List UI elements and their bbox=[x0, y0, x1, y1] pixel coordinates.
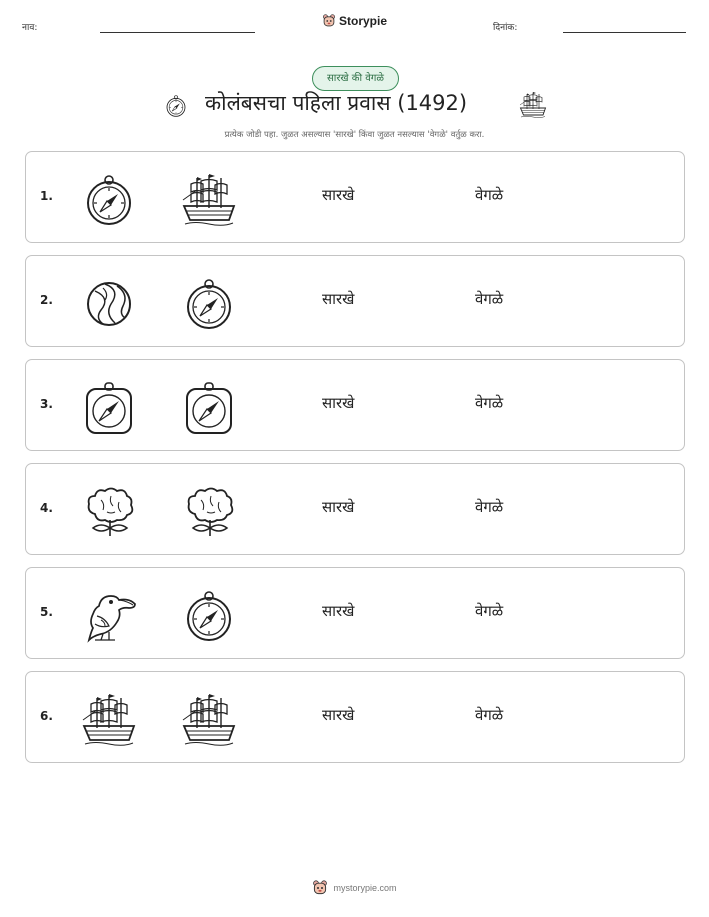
question-row bbox=[25, 151, 685, 243]
mascot-icon bbox=[312, 880, 328, 896]
option-different[interactable]: वेगळे bbox=[475, 290, 504, 308]
square-compass-icon bbox=[81, 380, 137, 436]
option-different[interactable]: वेगळे bbox=[475, 186, 504, 204]
option-different[interactable]: वेगळे bbox=[475, 498, 504, 516]
ship-icon bbox=[181, 692, 237, 748]
question-row bbox=[25, 255, 685, 347]
ship-icon bbox=[81, 692, 137, 748]
question-row bbox=[25, 463, 685, 555]
compass-icon bbox=[181, 588, 237, 644]
compass-icon bbox=[81, 172, 137, 228]
name-label: नाव: bbox=[22, 23, 38, 33]
cotton-flower-icon bbox=[81, 484, 137, 540]
name-line[interactable] bbox=[100, 32, 255, 33]
toucan-icon bbox=[81, 588, 137, 644]
square-compass-icon bbox=[181, 380, 237, 436]
question-number: 1. bbox=[40, 189, 53, 203]
activity-badge: सारखे की वेगळे bbox=[312, 66, 399, 91]
brand-logo bbox=[322, 14, 387, 28]
date-label: दिनांक: bbox=[493, 23, 518, 33]
footer-url: mystorypie.com bbox=[333, 883, 397, 893]
instructions: प्रत्येक जोडी पहा. जुळत असल्यास 'सारखे' किंवा जुळत नसल्यास 'वेगळे' वर्तुळ करा. bbox=[224, 130, 485, 140]
option-same[interactable]: सारखे bbox=[322, 394, 355, 412]
compass-icon bbox=[164, 93, 188, 119]
option-different[interactable]: वेगळे bbox=[475, 706, 504, 724]
cotton-flower-icon bbox=[181, 484, 237, 540]
option-same[interactable]: सारखे bbox=[322, 498, 355, 516]
worksheet-header bbox=[0, 14, 709, 38]
page-title: कोलंबसचा पहिला प्रवास (1492) bbox=[205, 91, 468, 115]
ship-icon bbox=[181, 172, 237, 228]
mascot-icon bbox=[322, 14, 336, 28]
question-number: 5. bbox=[40, 605, 53, 619]
option-same[interactable]: सारखे bbox=[322, 602, 355, 620]
question-row bbox=[25, 359, 685, 451]
question-row bbox=[25, 671, 685, 763]
question-number: 4. bbox=[40, 501, 53, 515]
option-same[interactable]: सारखे bbox=[322, 290, 355, 308]
question-row bbox=[25, 567, 685, 659]
compass-icon bbox=[181, 276, 237, 332]
option-different[interactable]: वेगळे bbox=[475, 394, 504, 412]
option-different[interactable]: वेगळे bbox=[475, 602, 504, 620]
option-same[interactable]: सारखे bbox=[322, 186, 355, 204]
brand-name: Storypie bbox=[339, 14, 388, 28]
option-same[interactable]: सारखे bbox=[322, 706, 355, 724]
ship-icon bbox=[519, 91, 547, 119]
question-number: 6. bbox=[40, 709, 53, 723]
date-line[interactable] bbox=[563, 32, 686, 33]
question-number: 3. bbox=[40, 397, 53, 411]
title-row bbox=[0, 89, 709, 123]
question-number: 2. bbox=[40, 293, 53, 307]
globe-icon bbox=[81, 276, 137, 332]
footer bbox=[0, 880, 709, 896]
